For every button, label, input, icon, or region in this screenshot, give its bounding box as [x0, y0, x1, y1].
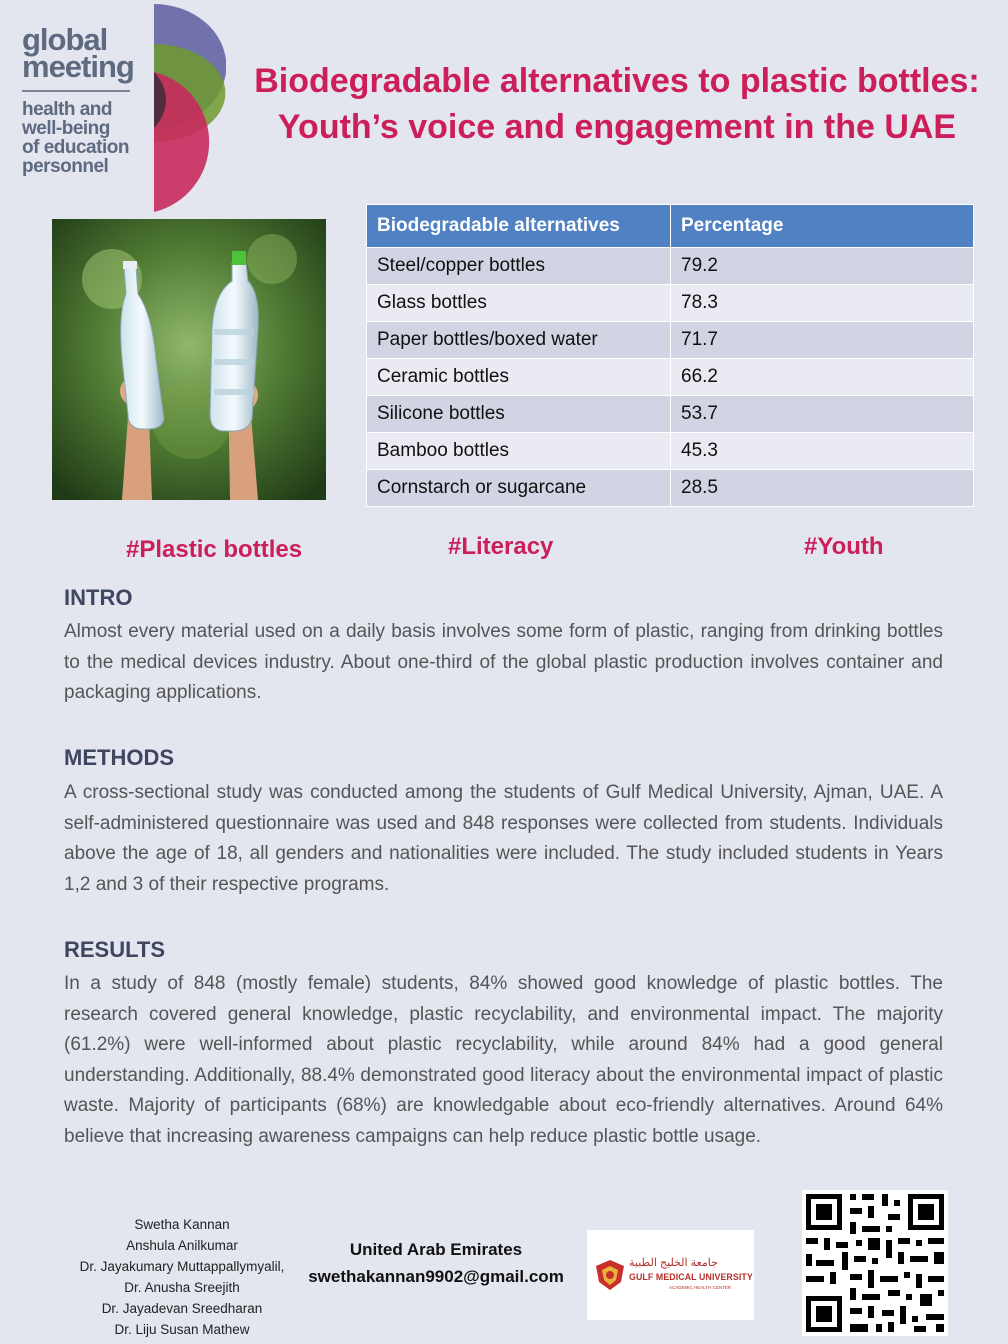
university-name-english: GULF MEDICAL UNIVERSITY	[629, 1272, 753, 1282]
table-cell-alternative: Ceramic bottles	[367, 359, 671, 396]
logo-line-health: health and	[22, 99, 113, 120]
university-subtitle: ACADEMIC HEALTH CENTER	[669, 1285, 732, 1290]
logo-line-education: of education	[22, 137, 129, 158]
table-cell-percentage: 66.2	[671, 359, 974, 396]
table-header-row	[367, 205, 974, 248]
table-row	[367, 396, 974, 433]
table-row	[367, 248, 974, 285]
logo-line-personnel: personnel	[22, 156, 109, 177]
table-cell-alternative: Steel/copper bottles	[367, 248, 671, 285]
methods-heading: METHODS	[64, 745, 174, 770]
university-name-arabic: جامعة الخليج الطبية	[629, 1257, 718, 1269]
table-cell-percentage: 78.3	[671, 285, 974, 322]
table-cell-percentage: 79.2	[671, 248, 974, 285]
alternatives-table	[366, 204, 974, 507]
table-cell-percentage: 28.5	[671, 470, 974, 507]
intro-heading: INTRO	[64, 585, 133, 610]
logo-shapes-icon	[150, 2, 226, 214]
logo-line-wellbeing: well-being	[22, 118, 110, 139]
author-name: Dr. Jayakumary Muttappallymyalil,	[79, 1259, 285, 1274]
author-list	[60, 1214, 304, 1340]
contact-email[interactable]: swethakannan9902@gmail.com	[308, 1267, 564, 1286]
column-header-alternatives: Biodegradable alternatives	[367, 205, 671, 248]
table-cell-percentage: 53.7	[671, 396, 974, 433]
table-row	[367, 433, 974, 470]
gulf-medical-university-logo	[587, 1230, 754, 1320]
table-row	[367, 322, 974, 359]
intro-body: Almost every material used on a daily basis involves some form of plastic, ranging from drinking bottles to the medical devices industry. About one-third of the global plastic production involves container and packaging applications.	[64, 621, 943, 704]
column-header-percentage: Percentage	[671, 205, 974, 248]
table-cell-percentage: 71.7	[671, 322, 974, 359]
table-cell-alternative: Paper bottles/boxed water	[367, 322, 671, 359]
table-cell-alternative: Silicone bottles	[367, 396, 671, 433]
table-row	[367, 285, 974, 322]
hashtag-youth: #Youth	[804, 533, 884, 560]
methods-body: A cross-sectional study was conducted among the students of Gulf Medical University, Ajman, UAE. A self-administered questionnaire was used and 848 responses were collected from students. Individuals above the age of 18, all genders and nationalities were included. The study included students in Years 1,2 and 3 of their respective programs.	[64, 782, 943, 895]
table-cell-alternative: Bamboo bottles	[367, 433, 671, 470]
university-crest-icon	[593, 1258, 627, 1292]
logo-divider	[22, 90, 130, 92]
logo-line-global: global	[22, 22, 108, 57]
table-row	[367, 359, 974, 396]
author-name: Swetha Kannan	[134, 1217, 230, 1232]
author-name: Dr. Anusha Sreejith	[124, 1280, 240, 1295]
hashtag-plastic-bottles: #Plastic bottles	[126, 536, 303, 563]
logo-line-meeting: meeting	[22, 49, 134, 84]
qr-code-icon[interactable]	[802, 1190, 948, 1336]
results-heading: RESULTS	[64, 937, 166, 962]
table-cell-percentage: 45.3	[671, 433, 974, 470]
title-line-2: Youth’s voice and engagement in the UAE	[277, 108, 957, 146]
title-line-1: Biodegradable alternatives to plastic bottles:	[254, 62, 980, 100]
results-body: In a study of 848 (mostly female) students, 84% showed good knowledge of plastic bottles. The research covered general knowledge, plastic recyclability, and environmental impact. The majority (61.2%) were well-informed about plastic recyclability, while around 84% had a good general understanding. Additionally, 88.4% demonstrated good literacy about the environmental impact of plastic waste. Majority of participants (68%) are knowledgable about eco-friendly alternatives. Around 64% believe that increasing awareness campaigns can help reduce plastic bottle usage.	[64, 973, 943, 1147]
conference-logo-text	[22, 22, 142, 177]
table-cell-alternative: Cornstarch or sugarcane	[367, 470, 671, 507]
table-row	[367, 470, 974, 507]
country-label: United Arab Emirates	[349, 1240, 523, 1259]
author-name: Dr. Liju Susan Mathew	[114, 1322, 250, 1337]
author-name: Dr. Jayadevan Sreedharan	[101, 1301, 263, 1316]
contact-block	[296, 1236, 576, 1290]
poster-title	[232, 58, 1002, 150]
table-cell-alternative: Glass bottles	[367, 285, 671, 322]
hashtag-literacy: #Literacy	[448, 533, 554, 560]
author-name: Anshula Anilkumar	[126, 1238, 238, 1253]
hands-holding-bottles-photo	[52, 219, 326, 500]
